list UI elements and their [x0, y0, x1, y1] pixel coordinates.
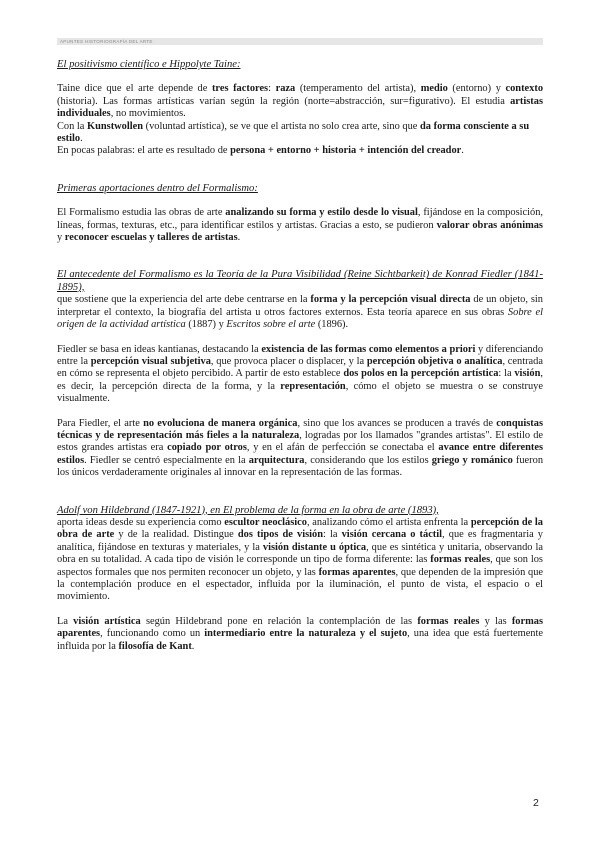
section-heading-hildebrand: Adolf von Hildebrand (1847-1921), en El problema de la forma en la obra de arte (1893),	[57, 504, 439, 516]
paragraph: Para Fiedler, el arte no evoluciona de manera orgánica, sino que los avances se producen a través de conquistas técnicas y de representación más fieles a la naturaleza, logradas por los llamados "grandes artistas". El estilo de estos grandes artistas era copiado por otros, y en el afán de perfección se conectaba el avance entre diferentes estilos. Fiedler se centró especialmente en la arquitectura, considerando que los estilos griego y románico fueron los únicos verdaderamente originales al innovar en la representación de las formas.	[57, 417, 544, 479]
section-heading-positivismo: El positivismo científico e Hippolyte Taine:	[57, 59, 241, 70]
paragraph: aporta ideas desde su experiencia como escultor neoclásico, analizando cómo el artista enfrenta la percepción de la obra de arte y de la realidad. Distingue dos tipos de visión: la visión cercana o táctil, que es fragmentaria y analítica, fijándose en texturas y materiales, y la visión distante u óptica, que es sintética y unitaria, observando la obra en su totalidad. A cada tipo de visión le corresponde un tipo de forma diferente: las formas reales, que son los aspectos formales que nos permiten reconocer un objeto, y las formas aparentes, que dependen de la impresión que la contemplación produce en el espectador, influida por la iluminación, el punto de vista, el espacio o el movimiento.	[57, 516, 544, 603]
running-title: APUNTES HISTORIOGRAFÍA DEL ARTE	[60, 39, 153, 44]
paragraph: En pocas palabras: el arte es resultado de persona + entorno + historia + intención del creador.	[57, 145, 464, 157]
paragraph: La visión artística según Hildebrand pone en relación la contemplación de las formas reales y las formas aparentes, funcionando como un intermediario entre la naturaleza y el sujeto, una idea que está fuertemente influida por la filosofía de Kant.	[57, 615, 544, 652]
page-content	[57, 59, 543, 653]
section-heading-fiedler: El antecedente del Formalismo es la Teoría de la Pura Visibilidad (Reine Sichtbarkeit) de Konrad Fiedler (1841-1895),	[57, 269, 543, 293]
section-heading-formalismo: Primeras aportaciones dentro del Formalismo:	[57, 182, 258, 194]
paragraph: que sostiene que la experiencia del arte debe centrarse en la forma y la percepción visual directa de un objeto, sin interpretar el contexto, la biografía del artista u otros factores externos. Esta teoría aparece en sus obras Sobre el origen de la actividad artística (1887) y Escritos sobre el arte (1896).	[57, 294, 543, 331]
paragraph: El Formalismo estudia las obras de arte analizando su forma y estilo desde lo visual, fijándose en la composición, líneas, formas, texturas, etc., para identificar estilos y artistas. Gracias a esto, se pudieron valorar obras anónimas y reconocer escuelas y talleres de artistas.	[57, 207, 543, 244]
paragraph: Taine dice que el arte depende de tres factores: raza (temperamento del artista), medio (entorno) y contexto (historia). Las formas artísticas varían según la región (norte=abstracción, sur=figurativo). El estudia artistas individuales, no movimientos.	[57, 83, 544, 120]
page-number: 2	[533, 797, 539, 809]
paragraph: Con la Kunstwollen (voluntad artística), se ve que el artista no solo crea arte, sino que da forma consciente a su estilo.	[57, 120, 530, 145]
paragraph: Fiedler se basa en ideas kantianas, destacando la existencia de las formas como elementos a priori y diferenciando entre la percepción visual subjetiva, que provoca placer o displacer, y la percepción objetiva o analítica, centrada en cómo se representa el objeto percibido. A partir de esto establece dos polos en la percepción artística: la visión, es decir, la percepción directa de la forma, y la representación, cómo el objeto se muestra o se construye visualmente.	[57, 343, 544, 405]
